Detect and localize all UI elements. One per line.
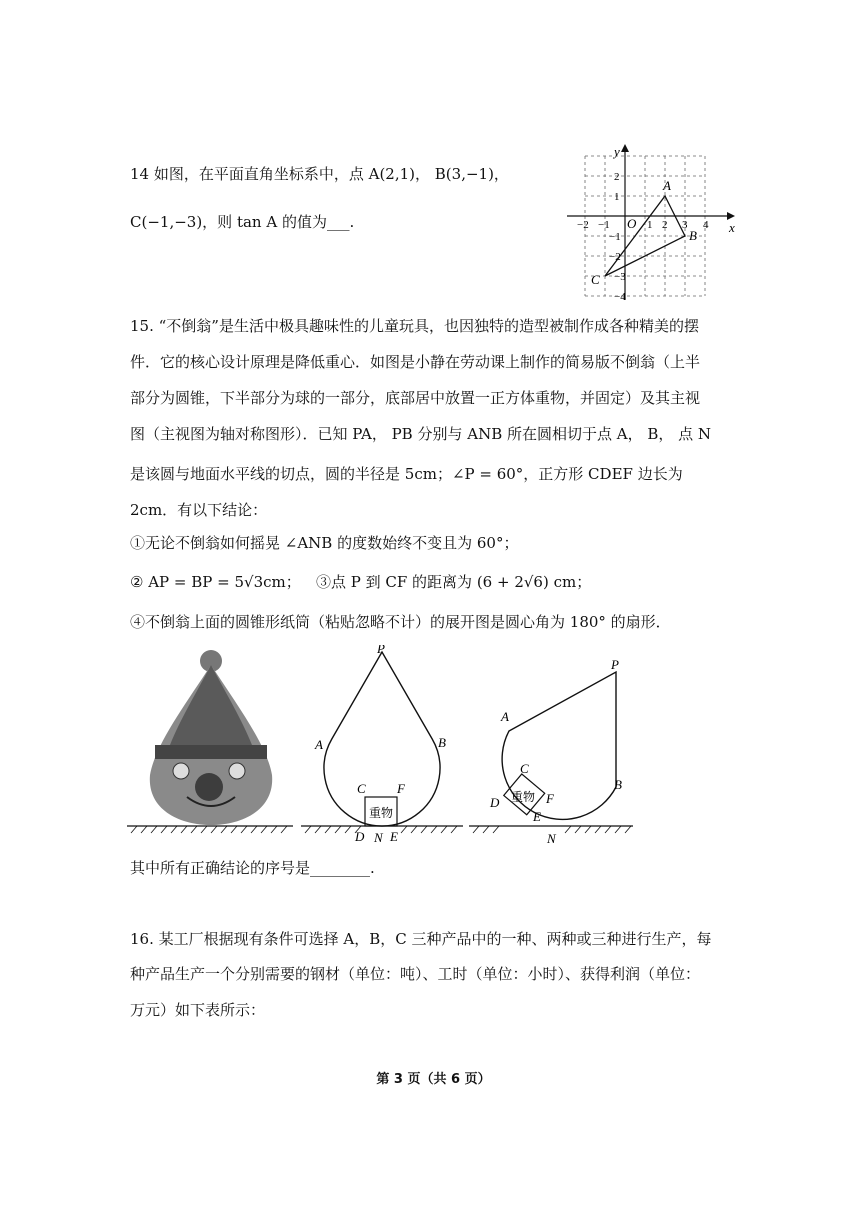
q15-statement-3: ③点 P 到 CF 的距离为 (6 + 2√6) cm； (316, 573, 592, 591)
origin-label: O (627, 216, 637, 231)
label-d-tilted: D (490, 795, 500, 810)
tumbler-toy-image (150, 650, 272, 825)
q15-line: 2cm．有以下结论： (130, 501, 268, 519)
y-tick: 2 (614, 171, 620, 183)
q15-line: 部分为圆锥，下半部分为球的一部分，底部居中放置一正方体重物，并固定）及其主视 (130, 389, 701, 407)
y-axis-label: y (614, 144, 620, 159)
q15-answer-prompt: 其中所有正确结论的序号是________. (130, 859, 375, 877)
x-tick: 4 (703, 219, 709, 231)
label-f-tilted: F (546, 791, 554, 806)
label-n-tilted: N (547, 831, 556, 846)
q14-line2: C(−1,−3)，则 tan A 的值为___. (130, 213, 355, 231)
q15-line: 件．它的核心设计原理是降低重心．如图是小静在劳动课上制作的简易版不倒翁（上半 (130, 353, 701, 371)
q14-coordinate-figure (565, 142, 740, 302)
y-tick: −4 (614, 291, 626, 302)
q15-line: 15. “不倒翁”是生活中极具趣味性的儿童玩具，也因独特的造型被制作成各种精美的摆 (130, 317, 699, 335)
q16-line: 万元）如下表所示： (130, 1001, 266, 1019)
main-view-upright (314, 645, 446, 845)
label-b-tilted: B (614, 777, 622, 792)
label-f: F (397, 781, 405, 796)
q15-statement-1: ①无论不倒翁如何摇晃 ∠ANB 的度数始终不变且为 60°； (130, 534, 519, 552)
label-a-tilted: A (501, 709, 509, 724)
q15-line: 图（主视图为轴对称图形）．已知 PA， PB 分别与 ANB 所在圆相切于点 A， B， 点 N (130, 425, 712, 443)
y-tick: 1 (614, 191, 620, 203)
label-n: N (374, 830, 383, 845)
label-e-tilted: E (533, 809, 541, 824)
q16-line: 16. 某工厂根据现有条件可选择 A，B，C 三种产品中的一种、两种或三种进行生产，每 (130, 930, 712, 948)
q15-statement-4: ④不倒翁上面的圆锥形纸筒（粘贴忽略不计）的展开图是圆心角为 180° 的扇形． (130, 613, 671, 631)
page-footer: 第 3 页（共 6 页） (376, 1072, 491, 1087)
q15-statement-2: ② AP = BP = 5√3cm； (130, 573, 301, 591)
weight-label: 重物 (369, 806, 394, 820)
x-tick: −1 (598, 219, 610, 231)
x-tick: 1 (647, 219, 653, 231)
label-d: D (355, 829, 365, 844)
q16-line: 种产品生产一个分别需要的钢材（单位：吨）、工时（单位：小时）、获得利润（单位： (130, 965, 701, 983)
label-a: A (315, 737, 323, 752)
y-tick: −1 (609, 231, 621, 243)
q14-line1: 14 如图，在平面直角坐标系中，点 A(2,1)， B(3,−1)， (130, 165, 509, 183)
x-tick: 3 (682, 219, 688, 231)
x-tick: 2 (662, 219, 668, 231)
label-c: C (357, 781, 366, 796)
y-tick: −2 (609, 251, 621, 263)
y-axis-arrow-icon (621, 144, 629, 152)
point-label-b: B (689, 228, 697, 243)
weight-label-tilted: 重物 (511, 790, 536, 804)
q15-line: 是该圆与地面水平线的切点，圆的半径是 5cm；∠P = 60°，正方形 CDEF 边长为 (130, 465, 683, 483)
label-p: P (377, 645, 385, 656)
label-e: E (390, 829, 398, 844)
ground-hatching (131, 826, 287, 833)
point-label-a: A (663, 178, 671, 193)
label-c-tilted: C (520, 761, 529, 776)
x-axis-label: x (729, 220, 735, 235)
y-tick: −3 (614, 271, 626, 283)
q15-figures (125, 645, 635, 850)
x-tick: −2 (577, 219, 589, 231)
point-label-c: C (591, 272, 600, 287)
label-b: B (438, 735, 446, 750)
x-axis-arrow-icon (727, 212, 735, 220)
main-view-tilted (489, 657, 622, 846)
label-p-tilted: P (611, 657, 619, 672)
